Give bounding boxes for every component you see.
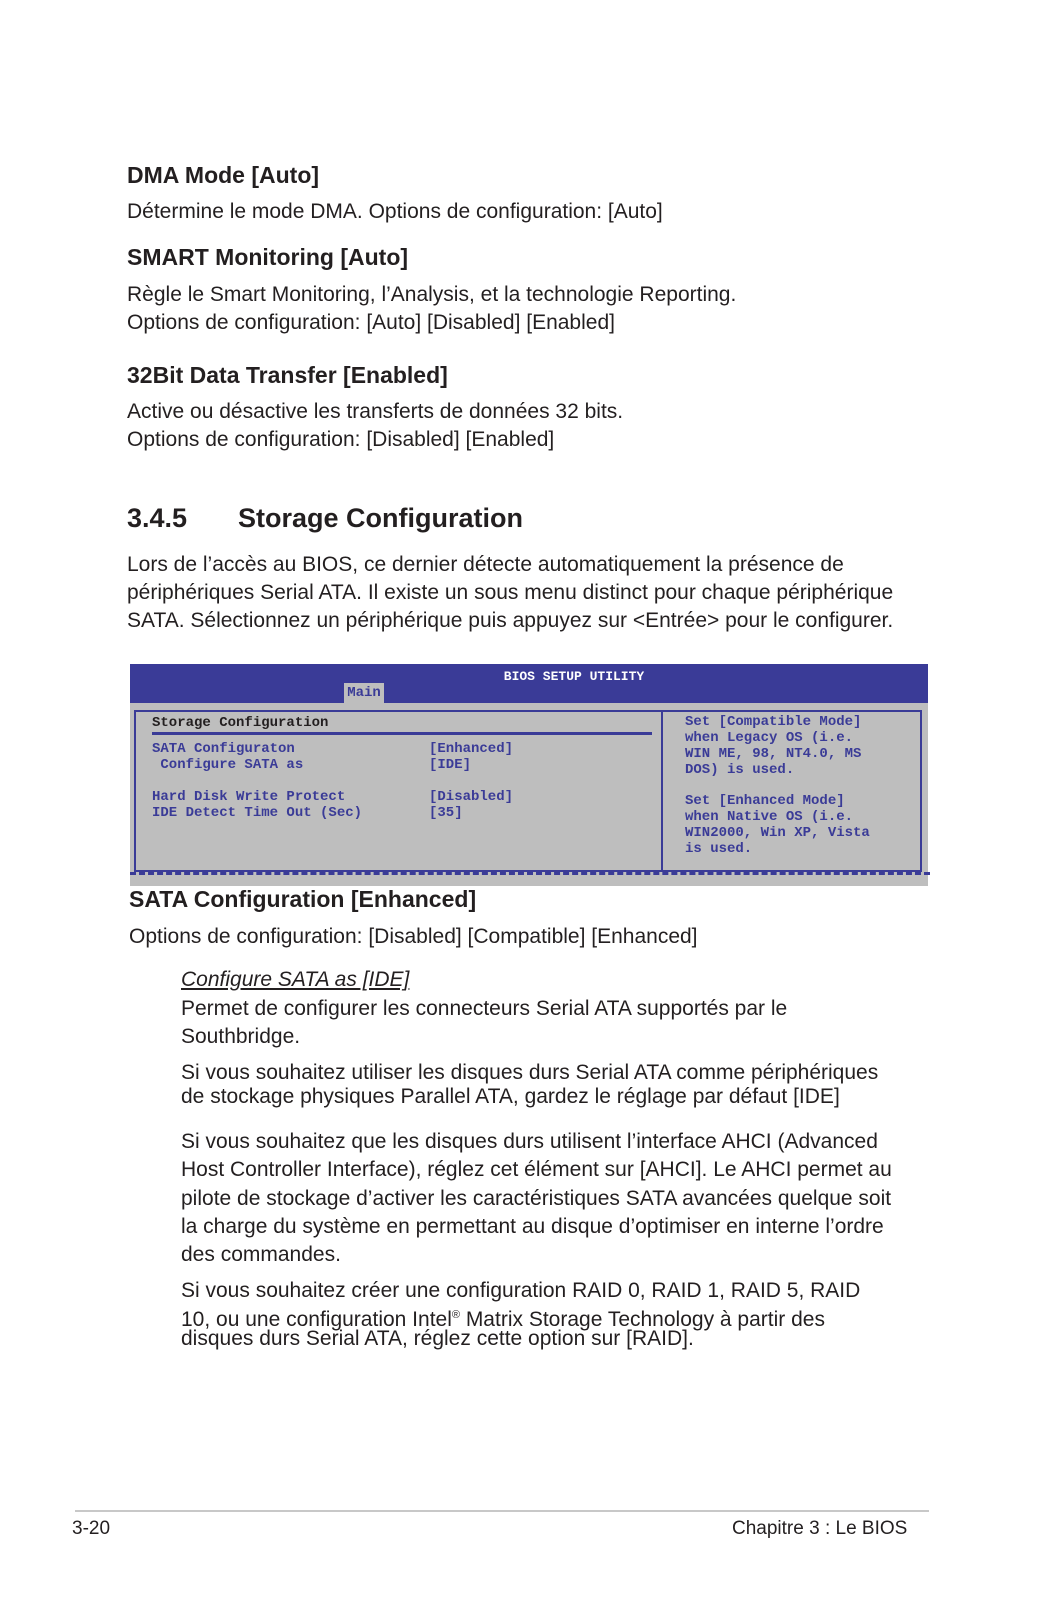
sata-para3-line1: Si vous souhaitez que les disques durs utilisent l’interface AHCI (Advanced (181, 1130, 878, 1153)
sata-para4-text-a: 10, ou une configuration Intel (181, 1308, 452, 1331)
sata-para4-line3: disques durs Serial ATA, réglez cette option sur [RAID]. (181, 1327, 694, 1350)
bios-help-line: Set [Enhanced Mode] (685, 793, 845, 809)
section-title: Storage Configuration (238, 503, 523, 533)
bios-divider (152, 732, 652, 735)
sata-para2-line2: de stockage physiques Parallel ATA, gardez le réglage par défaut [IDE] (181, 1085, 840, 1108)
smart-monitoring-text-2: Options de configuration: [Auto] [Disabled] [Enabled] (127, 311, 615, 334)
intro-line-2: périphériques Serial ATA. Il existe un sous menu distinct pour chaque périphérique (127, 581, 894, 604)
data-transfer-text-2: Options de configuration: [Disabled] [Enabled] (127, 428, 555, 451)
sata-para4-text-b: Matrix Storage Technology à partir des (459, 1308, 825, 1331)
data-transfer-text-1: Active ou désactive les transferts de données 32 bits. (127, 400, 624, 423)
bios-row-label[interactable]: SATA Configuraton (152, 741, 295, 757)
bios-screenshot (130, 664, 928, 886)
sata-para3-line5: des commandes. (181, 1243, 341, 1266)
bios-help-line: Set [Compatible Mode] (685, 714, 862, 730)
intro-line-3: SATA. Sélectionnez un périphérique puis appuyez sur <Entrée> pour le configurer. (127, 609, 894, 632)
chapter-label: Chapitre 3 : Le BIOS (732, 1518, 908, 1539)
bios-help-line: DOS) is used. (685, 762, 795, 778)
bios-row-value[interactable]: [Enhanced] (429, 741, 514, 757)
sata-para3-line2: Host Controller Interface), réglez cet élément sur [AHCI]. Le AHCI permet au (181, 1158, 892, 1181)
sata-para3-line4: la charge du système en permettant au disque d’optimiser en interne l’ordre (181, 1215, 884, 1238)
footer-rule (75, 1510, 929, 1512)
page-number: 3-20 (72, 1518, 111, 1539)
bios-row-value[interactable]: [35] (429, 805, 463, 821)
section-number: 3.4.5 (127, 503, 188, 533)
bios-help-line: when Native OS (i.e. (685, 809, 854, 825)
bios-title: BIOS SETUP UTILITY (503, 669, 645, 684)
bios-row-label[interactable]: Configure SATA as (152, 757, 304, 773)
sata-para1-line1: Permet de configurer les connecteurs Serial ATA supportés par le (181, 997, 788, 1020)
sata-para4-line1: Si vous souhaitez créer une configuration RAID 0, RAID 1, RAID 5, RAID (181, 1279, 861, 1302)
sata-para3-line3: pilote de stockage d’activer les caractéristiques SATA avancées quelque soit (181, 1187, 892, 1210)
bios-row-label[interactable]: IDE Detect Time Out (Sec) (152, 805, 363, 821)
bios-row-label[interactable]: Hard Disk Write Protect (152, 789, 346, 805)
bios-help-line: WIN ME, 98, NT4.0, MS (685, 746, 862, 762)
sata-para1-line2: Southbridge. (181, 1025, 301, 1048)
smart-monitoring-text-1: Règle le Smart Monitoring, l’Analysis, et la technologie Reporting. (127, 283, 737, 306)
bios-help-line: WIN2000, Win XP, Vista (685, 825, 870, 841)
configure-sata-subheading: Configure SATA as [IDE] (181, 968, 410, 991)
sata-options-values: [Disabled] [Compatible] [Enhanced] (368, 925, 698, 948)
bios-help-line: when Legacy OS (i.e. (685, 730, 854, 746)
smart-monitoring-heading: SMART Monitoring [Auto] (127, 244, 409, 270)
intro-line-1: Lors de l’accès au BIOS, ce dernier détecte automatiquement la présence de (127, 553, 844, 576)
sata-config-heading: SATA Configuration [Enhanced] (129, 886, 477, 912)
registered-mark: ® (451, 1309, 460, 1321)
bios-row-value[interactable]: [Disabled] (429, 789, 514, 805)
sata-options-prefix: Options de configuration: (129, 925, 369, 948)
sata-config-options (129, 922, 698, 951)
bios-panel-title: Storage Configuration (152, 715, 329, 731)
bios-row-value[interactable]: [IDE] (429, 757, 472, 773)
bios-dashed-border (130, 872, 930, 875)
bios-help-panel (661, 710, 922, 872)
dma-mode-text: Détermine le mode DMA. Options de configuration: [Auto] (127, 200, 663, 223)
bios-help-line: is used. (685, 841, 753, 857)
dma-mode-heading: DMA Mode [Auto] (127, 162, 320, 188)
bios-tab-main[interactable]: Main (344, 683, 384, 703)
data-transfer-heading: 32Bit Data Transfer [Enabled] (127, 362, 448, 388)
sata-para2-line1: Si vous souhaitez utiliser les disques durs Serial ATA comme périphériques (181, 1061, 879, 1084)
bios-settings-panel (134, 710, 663, 872)
